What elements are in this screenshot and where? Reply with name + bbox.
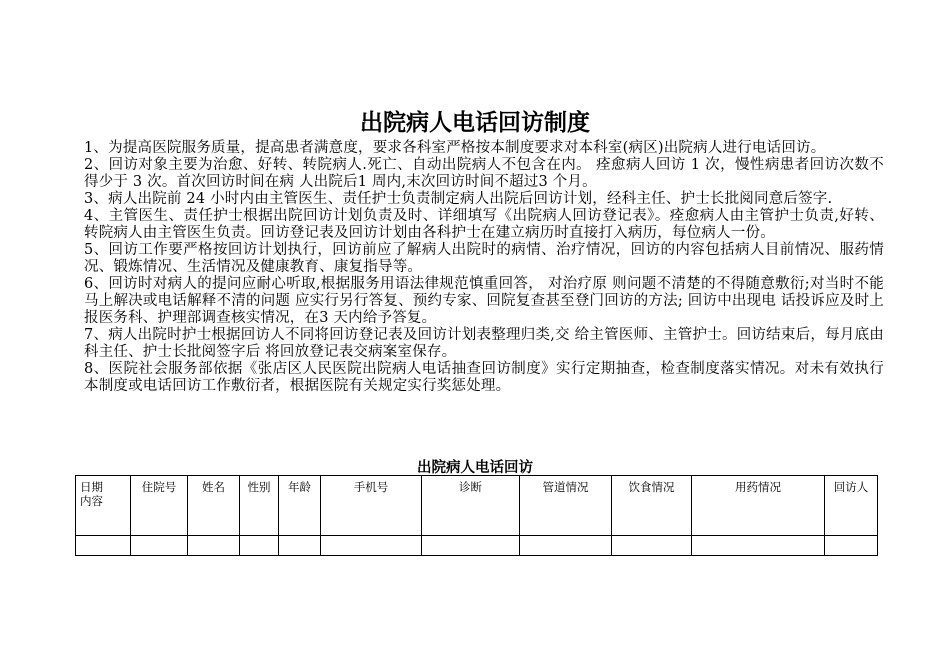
table-header-cell: 年龄	[279, 476, 321, 536]
paragraph-1: 1、为提高医院服务质量，提高患者满意度，要求各科室严格按本制度要求对本科室(病区)出院病人进行电话回访。	[84, 140, 826, 156]
paragraph-3: 3、病人出院前 24 小时内由主管医生、责任护士负责制定病人出院后回访计划，经科主任、护士长批阅同意后签字.	[84, 191, 833, 207]
table-header-row	[76, 476, 878, 536]
document-body	[84, 140, 884, 395]
table-cell[interactable]	[131, 536, 188, 556]
table-cell[interactable]	[240, 536, 279, 556]
form-title: 出院病人电话回访	[417, 460, 533, 476]
table-cell[interactable]	[321, 536, 422, 556]
table-header-cell: 诊断	[422, 476, 520, 536]
table-row	[76, 536, 878, 556]
table-cell[interactable]	[825, 536, 878, 556]
table-cell[interactable]	[422, 536, 520, 556]
paragraph-6: 6、回访时对病人的提问应耐心听取,根据服务用语法律规范慎重回答， 对治疗原 则问题不清楚的不得随意敷衍;对当时不能马上解决或电话解释不清的问题 应实行另行答复、预约专家、回院复查甚至登门回访的方法; 回访中出现电 话投诉应及时上报医务科、护理部调查核实情况，在3 天内给予答复。	[84, 276, 884, 326]
paragraph-8: 8、医院社会服务部依据《张店区人民医院出院病人电话抽查回访制度》实行定期抽查，检查制度落实情况。对未有效执行本制度或电话回访工作敷衍者，根据医院有关规定实行奖惩处理。	[84, 361, 884, 394]
table-header-cell: 饮食情况	[612, 476, 692, 536]
table-header-cell: 用药情况	[692, 476, 825, 536]
table-cell[interactable]	[520, 536, 612, 556]
table-cell[interactable]	[279, 536, 321, 556]
table-cell[interactable]	[76, 536, 131, 556]
table-header-cell: 性别	[240, 476, 279, 536]
table-header-cell: 管道情况	[520, 476, 612, 536]
table-header-cell: 回访人	[825, 476, 878, 536]
visit-record-table	[75, 475, 878, 556]
paragraph-5: 5、回访工作要严格按回访计划执行，回访前应了解病人出院时的病情、治疗情况，回访的内容包括病人目前情况、服药情况、锻炼情况、生活情况及健康教育、康复指导等。	[84, 242, 884, 275]
table-header-cell: 日期 内容	[76, 476, 131, 536]
paragraph-2: 2、回访对象主要为治愈、好转、转院病人.死亡、自动出院病人不包含在内。 痊愈病人回访 1 次，慢性病患者回访次数不得少于 3 次。首次回访时间在病 人出院后1 周内,末次回访时间不超过3 个月。	[84, 157, 884, 190]
table-header-cell: 住院号	[131, 476, 188, 536]
table-header-cell: 姓名	[188, 476, 240, 536]
document-title: 出院病人电话回访制度	[360, 110, 590, 136]
table-cell[interactable]	[188, 536, 240, 556]
paragraph-7: 7、病人出院时护士根据回访人不同将回访登记表及回访计划表整理归类,交 给主管医师、主管护士。回访结束后，每月底由科主任、护士长批阅签字后 将回放登记表交病案室保存。	[84, 327, 884, 360]
paragraph-4: 4、主管医生、责任护士根据出院回访计划负责及时、详细填写《出院病人回访登记表》。痊愈病人由主管护士负责,好转、转院病人由主管医生负责。回访登记表及回访计划由各科护士在建立病历时直接打入病历，每位病人一份。	[84, 208, 884, 241]
table-header-cell: 手机号	[321, 476, 422, 536]
table-cell[interactable]	[612, 536, 692, 556]
table-cell[interactable]	[692, 536, 825, 556]
